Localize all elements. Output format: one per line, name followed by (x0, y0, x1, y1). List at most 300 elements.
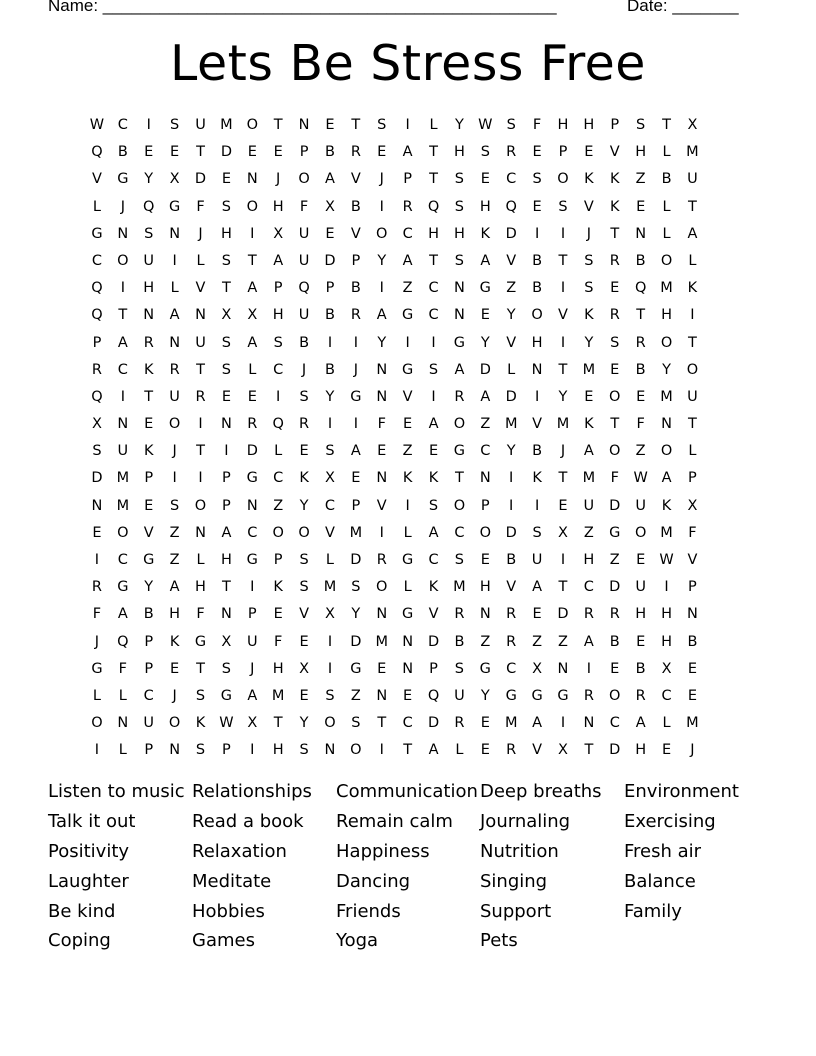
grid-letter: J (586, 225, 591, 242)
word-list-item: Journaling (480, 810, 571, 832)
grid-letter: Y (558, 388, 568, 405)
word-list-item: Fresh air (624, 840, 702, 862)
grid-letter: H (583, 552, 595, 568)
grid-letter: Y (662, 361, 671, 378)
grid-letter: Z (609, 552, 620, 568)
grid-letter: F (610, 470, 619, 487)
grid-letter: V (532, 742, 543, 759)
grid-letter: Y (144, 579, 154, 596)
grid-letter: T (688, 416, 697, 433)
grid-letter: Q (427, 198, 440, 215)
grid-letter: R (506, 606, 517, 623)
grid-letter: K (143, 361, 154, 378)
grid-letter: P (351, 252, 361, 269)
grid-letter: C (324, 497, 336, 514)
grid-letter: T (636, 307, 646, 324)
grid-letter: E (273, 606, 283, 623)
grid-letter: L (688, 252, 697, 269)
grid-letter: L (92, 198, 101, 215)
grid-letter: C (428, 552, 439, 568)
grid-letter: E (170, 144, 180, 161)
grid-letter: T (429, 144, 438, 161)
grid-letter: E (480, 171, 490, 188)
grid-letter: L (196, 252, 205, 269)
grid-letter: E (610, 280, 620, 297)
grid-letter: Q (505, 198, 517, 215)
grid-letter: D (479, 361, 491, 378)
grid-letter: T (558, 579, 568, 596)
grid-letter: I (250, 742, 255, 759)
grid-letter: Y (584, 334, 594, 351)
grid-letter: O (298, 171, 310, 188)
grid-letter: Q (117, 633, 129, 650)
grid-letter: T (584, 742, 594, 759)
word-list-item: Positivity (48, 840, 130, 862)
grid-letter: S (636, 117, 646, 133)
grid-letter: E (377, 144, 387, 161)
grid-letter: D (505, 388, 517, 405)
grid-letter: E (687, 687, 698, 704)
grid-letter: P (299, 144, 309, 161)
grid-letter: F (92, 606, 102, 623)
grid-letter: H (583, 117, 595, 133)
grid-letter: R (609, 606, 620, 623)
grid-letter: E (532, 606, 542, 623)
grid-letter: I (560, 334, 566, 351)
grid-letter: J (94, 633, 100, 650)
grid-letter: O (117, 524, 129, 541)
grid-letter: J (172, 443, 177, 460)
grid-letter: N (402, 660, 414, 677)
grid-letter: E (325, 117, 335, 133)
word-list-item: Hobbies (192, 900, 265, 922)
grid-letter: H (661, 606, 672, 623)
grid-row (84, 465, 732, 492)
grid-letter: L (455, 742, 464, 759)
grid-letter: O (660, 443, 673, 460)
grid-letter: E (636, 552, 646, 568)
grid-letter: C (480, 443, 491, 460)
grid-letter: R (506, 144, 517, 161)
grid-letter: L (688, 443, 697, 460)
grid-letter: E (558, 497, 568, 514)
word-list-item: Friends (336, 900, 401, 922)
grid-letter: S (144, 225, 154, 242)
grid-letter: Z (273, 497, 284, 514)
grid-letter: X (273, 225, 284, 242)
grid-letter: D (220, 144, 232, 161)
grid-letter: S (325, 687, 335, 704)
grid-letter: D (324, 252, 336, 269)
word-row (48, 928, 788, 958)
grid-letter: M (582, 361, 596, 378)
grid-letter: H (169, 606, 181, 623)
grid-letter: G (453, 443, 466, 460)
grid-letter: X (324, 198, 335, 215)
word-row (48, 869, 788, 899)
grid-letter: C (91, 252, 102, 269)
grid-letter: V (299, 606, 310, 623)
grid-letter: I (379, 742, 384, 759)
grid-letter: I (560, 225, 566, 242)
grid-letter: T (221, 579, 231, 596)
grid-letter: R (350, 144, 361, 161)
grid-letter: G (479, 660, 491, 677)
word-list-item: Talk it out (48, 810, 136, 832)
grid-letter: N (376, 687, 388, 704)
grid-letter: I (172, 252, 177, 269)
grid-letter: U (298, 225, 310, 242)
grid-letter: E (299, 633, 309, 650)
grid-letter: I (431, 334, 436, 351)
grid-letter: N (220, 606, 232, 623)
grid-letter: H (531, 334, 543, 351)
grid-letter: G (117, 171, 129, 188)
grid-letter: O (91, 715, 103, 732)
grid-letter: S (325, 443, 335, 460)
grid-letter: D (557, 606, 569, 623)
grid-letter: A (635, 715, 646, 732)
grid-letter: O (246, 198, 258, 215)
grid-letter: C (117, 361, 128, 378)
grid-letter: V (402, 388, 413, 405)
grid-letter: X (91, 416, 102, 433)
grid-letter: U (298, 252, 310, 269)
grid-letter: U (117, 443, 129, 460)
grid-letter: T (377, 715, 387, 732)
word-row (48, 899, 788, 929)
grid-letter: N (557, 660, 569, 677)
grid-letter: B (454, 633, 465, 650)
grid-letter: C (402, 225, 413, 242)
grid-letter: S (428, 497, 439, 514)
grid-letter: M (116, 497, 130, 514)
grid-letter: G (194, 633, 207, 650)
grid-letter: A (273, 252, 284, 269)
grid-row (84, 330, 732, 357)
grid-row (84, 411, 732, 438)
grid-letter: O (453, 416, 466, 433)
grid-letter: I (327, 334, 333, 351)
word-list-item: Coping (48, 930, 111, 952)
grid-letter: G (505, 687, 517, 704)
grid-letter: I (431, 388, 436, 405)
grid-letter: C (661, 687, 672, 704)
grid-letter: X (661, 660, 672, 677)
grid-letter: S (195, 742, 206, 759)
grid-letter: Z (583, 524, 594, 541)
grid-letter: O (376, 579, 388, 596)
grid-letter: P (610, 117, 620, 133)
grid-row (84, 166, 732, 193)
grid-letter: I (379, 280, 384, 297)
grid-letter: A (247, 334, 258, 351)
grid-letter: I (250, 225, 255, 242)
grid-letter: U (687, 388, 698, 405)
grid-letter: A (402, 252, 413, 269)
grid-letter: T (558, 470, 568, 487)
word-list-item: Pets (480, 930, 518, 952)
grid-letter: Z (635, 443, 646, 460)
grid-letter: H (661, 633, 672, 650)
grid-letter: D (91, 470, 103, 487)
grid-letter: S (351, 579, 361, 596)
grid-letter: M (556, 416, 570, 433)
grid-letter: C (247, 524, 258, 541)
grid-letter: S (610, 334, 620, 351)
grid-letter: I (405, 497, 410, 514)
grid-letter: H (479, 579, 491, 596)
grid-letter: L (507, 361, 516, 378)
grid-letter: L (274, 443, 283, 460)
grid-letter: Q (298, 280, 310, 297)
word-list-item: Support (480, 900, 552, 922)
grid-letter: H (272, 198, 284, 215)
grid-letter: J (276, 171, 281, 188)
grid-letter: T (221, 280, 231, 297)
grid-letter: R (506, 742, 517, 759)
grid-letter: F (688, 524, 697, 541)
grid-letter: N (376, 606, 388, 623)
grid-letter: G (117, 579, 129, 596)
grid-letter: E (532, 144, 542, 161)
grid-letter: K (428, 579, 439, 596)
grid-letter: V (506, 334, 517, 351)
grid-letter: E (480, 307, 490, 324)
grid-letter: T (429, 171, 438, 188)
word-list-item: Games (192, 930, 255, 952)
grid-letter: G (220, 687, 233, 704)
grid-row (84, 710, 732, 737)
grid-letter: S (299, 388, 309, 405)
grid-letter: S (221, 361, 231, 378)
grid-letter: S (273, 334, 283, 351)
grid-letter: O (609, 388, 621, 405)
grid-letter: A (169, 307, 180, 324)
grid-letter: Z (480, 416, 491, 433)
grid-letter: P (144, 742, 154, 759)
grid-letter: I (353, 334, 358, 351)
grid-letter: T (558, 361, 568, 378)
grid-letter: Q (91, 307, 103, 324)
grid-letter: S (454, 198, 465, 215)
word-list-item: Singing (480, 870, 548, 892)
grid-letter: Y (325, 388, 335, 405)
grid-letter: S (584, 280, 594, 297)
grid-letter: O (350, 742, 362, 759)
grid-letter: I (664, 579, 669, 596)
grid-letter: I (690, 307, 695, 324)
grid-letter: J (560, 443, 566, 460)
grid-letter: B (635, 660, 646, 677)
grid-letter: K (610, 198, 620, 215)
grid-letter: C (583, 579, 594, 596)
word-list-item: Meditate (192, 870, 272, 892)
grid-letter: G (350, 388, 362, 405)
grid-letter: A (221, 524, 232, 541)
grid-letter: R (91, 361, 102, 378)
grid-letter: Y (454, 117, 464, 133)
word-list-item: Exercising (624, 810, 716, 832)
grid-letter: N (298, 117, 310, 133)
grid-letter: T (273, 117, 283, 133)
grid-letter: O (272, 524, 284, 541)
grid-letter: V (687, 552, 698, 568)
grid-letter: A (532, 715, 543, 732)
grid-letter: E (299, 443, 309, 460)
grid-letter: O (168, 416, 181, 433)
grid-letter: T (688, 334, 697, 351)
grid-letter: C (117, 552, 128, 568)
grid-letter: V (558, 307, 568, 324)
grid-letter: Z (480, 633, 491, 650)
grid-letter: T (454, 470, 464, 487)
grid-row (84, 302, 732, 329)
grid-letter: K (584, 171, 594, 188)
grid-letter: S (299, 552, 309, 568)
grid-letter: X (687, 117, 698, 133)
grid-letter: I (353, 416, 358, 433)
grid-letter: Q (143, 198, 155, 215)
grid-letter: C (506, 171, 517, 188)
grid-letter: G (402, 606, 414, 623)
grid-letter: L (662, 144, 671, 161)
grid-letter: P (273, 280, 283, 297)
grid-letter: G (246, 552, 258, 568)
grid-letter: I (405, 117, 410, 133)
grid-letter: W (478, 117, 493, 133)
grid-letter: K (299, 470, 309, 487)
grid-letter: I (560, 552, 566, 568)
grid-letter: H (453, 144, 465, 161)
grid-letter: R (635, 687, 646, 704)
grid-letter: A (687, 225, 698, 242)
grid-letter: B (635, 361, 646, 378)
grid-letter: O (634, 524, 647, 541)
grid-letter: G (531, 687, 543, 704)
grid-letter: P (403, 171, 412, 188)
grid-letter: V (143, 524, 154, 541)
grid-letter: Q (272, 416, 284, 433)
grid-letter: I (198, 470, 203, 487)
grid-letter: G (143, 552, 155, 568)
grid-letter: R (583, 687, 594, 704)
grid-letter: X (324, 606, 335, 623)
grid-letter: S (195, 687, 206, 704)
grid-letter: L (118, 687, 127, 704)
grid-letter: I (560, 280, 566, 297)
grid-letter: R (583, 606, 594, 623)
grid-letter: M (660, 524, 673, 541)
grid-letter: Y (506, 443, 516, 460)
grid-letter: X (558, 742, 568, 759)
grid-letter: N (531, 361, 543, 378)
grid-letter: L (118, 742, 127, 759)
word-list-item: Read a book (192, 810, 304, 832)
grid-letter: B (350, 198, 361, 215)
grid-letter: Y (480, 687, 490, 704)
grid-letter: A (428, 416, 439, 433)
grid-letter: B (324, 361, 335, 378)
grid-letter: E (273, 144, 283, 161)
grid-letter: C (143, 687, 154, 704)
grid-letter: E (636, 198, 646, 215)
grid-letter: H (635, 144, 647, 161)
grid-letter: Z (350, 687, 361, 704)
grid-letter: T (351, 117, 361, 133)
grid-letter: A (583, 443, 594, 460)
grid-letter: A (480, 252, 491, 269)
grid-letter: E (247, 388, 257, 405)
grid-letter: Z (402, 280, 413, 297)
grid-letter: I (94, 742, 100, 759)
grid-letter: L (325, 552, 334, 568)
letter-grid (84, 112, 732, 765)
grid-letter: Y (377, 334, 387, 351)
grid-letter: D (350, 552, 362, 568)
grid-letter: E (403, 687, 413, 704)
grid-letter: B (350, 280, 361, 297)
grid-letter: M (349, 524, 363, 541)
grid-letter: N (246, 497, 258, 514)
word-list-item: Be kind (48, 900, 116, 922)
grid-letter: Y (480, 334, 490, 351)
grid-letter: U (195, 117, 206, 133)
word-list-item: Family (624, 900, 682, 922)
grid-letter: E (610, 660, 620, 677)
grid-letter: O (298, 524, 310, 541)
grid-letter: D (194, 171, 207, 188)
grid-letter: E (480, 552, 490, 568)
grid-letter: S (170, 497, 180, 514)
grid-letter: I (509, 470, 514, 487)
grid-letter: E (299, 687, 309, 704)
grid-row (84, 221, 732, 248)
grid-letter: N (195, 524, 206, 541)
grid-letter: O (531, 307, 543, 324)
grid-letter: E (584, 144, 594, 161)
grid-letter: S (299, 742, 309, 759)
grid-letter: P (222, 497, 231, 514)
grid-letter: B (299, 334, 310, 351)
grid-letter: C (402, 715, 413, 732)
grid-letter: S (299, 579, 309, 596)
grid-letter: K (661, 497, 672, 514)
grid-letter: A (376, 307, 387, 324)
grid-letter: R (195, 388, 206, 405)
grid-letter: H (453, 225, 465, 242)
grid-letter: X (247, 307, 258, 324)
grid-letter: P (92, 334, 102, 351)
grid-letter: H (428, 225, 439, 242)
grid-letter: G (453, 334, 466, 351)
grid-letter: W (659, 552, 674, 568)
grid-letter: P (273, 552, 283, 568)
grid-letter: U (143, 252, 155, 269)
word-list-item: Listen to music (48, 781, 185, 802)
grid-letter: R (299, 416, 310, 433)
grid-letter: N (195, 307, 206, 324)
grid-letter: N (117, 715, 129, 732)
word-list-item: Balance (624, 870, 696, 892)
grid-row (84, 438, 732, 465)
grid-letter: G (557, 687, 569, 704)
grid-letter: V (583, 198, 594, 215)
grid-letter: V (350, 171, 361, 188)
grid-letter: H (272, 660, 284, 677)
grid-letter: U (635, 579, 646, 596)
grid-row (84, 112, 732, 139)
